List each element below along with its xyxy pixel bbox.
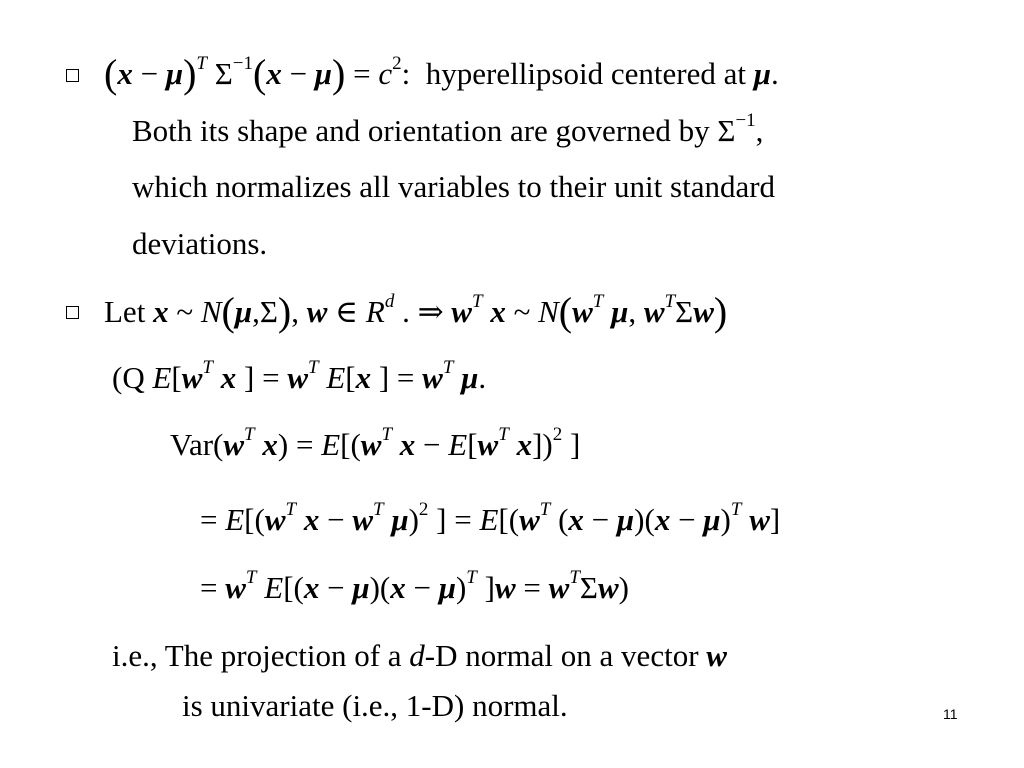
op: − <box>670 502 704 537</box>
proof-line-3 <box>200 500 780 540</box>
bullet-square-1 <box>66 69 79 82</box>
op: − <box>319 502 353 537</box>
sigma: Σ <box>206 56 233 91</box>
sup-T: T <box>308 356 319 378</box>
var-w: w <box>693 294 714 329</box>
var-x: x <box>117 56 133 91</box>
sup-T: T <box>244 423 255 445</box>
var-E: E <box>448 427 468 462</box>
var-x: x <box>213 360 237 395</box>
sup-2: 2 <box>392 52 402 74</box>
var-x: x <box>392 427 416 462</box>
var-w: w <box>477 427 499 462</box>
op: = <box>446 502 480 537</box>
proof-line-4 <box>200 568 629 608</box>
conclusion-line-2: is univariate (i.e., 1-D) normal. <box>182 688 568 723</box>
var-x: x <box>153 294 169 329</box>
bullet1-line2 <box>132 111 763 151</box>
sup-T: T <box>592 290 604 312</box>
op: − <box>132 56 166 91</box>
bracket: ] <box>769 502 781 537</box>
op: = <box>254 360 288 395</box>
bracket: ] <box>562 427 581 462</box>
sigma: ,Σ <box>252 294 278 329</box>
bullet1-line3: which normalizes all variables to their unit standard <box>132 169 776 204</box>
var-R: R <box>365 294 385 329</box>
var-x: x <box>296 502 320 537</box>
var-N: N <box>200 294 222 329</box>
dot: . <box>394 294 418 329</box>
var-w: w <box>287 360 308 395</box>
var-E: E <box>321 427 341 462</box>
bracket: [( <box>244 502 265 537</box>
op: − <box>583 502 617 537</box>
var-N: N <box>538 294 559 329</box>
bullet2-line <box>104 289 728 334</box>
var-E: E <box>256 570 284 605</box>
var-E: E <box>479 502 499 537</box>
var-w: w <box>741 502 770 537</box>
var-mu: μ <box>703 502 721 537</box>
paren: ) <box>277 427 289 462</box>
var-w: w <box>352 502 374 537</box>
op: = <box>389 360 423 395</box>
bullet1-line4: deviations. <box>132 226 268 261</box>
op: = <box>288 427 322 462</box>
open-paren-q: (Q <box>112 360 153 395</box>
var-E: E <box>318 360 346 395</box>
paren: )( <box>369 570 391 605</box>
sup-T: T <box>466 566 477 588</box>
var-x: x <box>654 502 671 537</box>
sup-T: T <box>498 423 509 445</box>
sup-2: 2 <box>552 423 563 445</box>
op: = <box>345 56 379 91</box>
paren: ) <box>332 51 346 96</box>
let-text: Let <box>104 294 154 329</box>
mahalanobis-formula <box>104 51 411 96</box>
conclusion-line-1 <box>112 636 727 676</box>
sup-inv: −1 <box>735 109 756 131</box>
var-x: x <box>303 570 320 605</box>
paren: ) <box>277 289 292 334</box>
bracket: [ <box>467 427 478 462</box>
bullet1-line2-text: Both its shape and orientation are governed by <box>132 113 718 148</box>
comma: , <box>291 294 307 329</box>
conclusion-text: i.e., The projection of a <box>112 638 410 673</box>
colon: : <box>401 56 411 91</box>
var-x: x <box>254 427 278 462</box>
var-w: w <box>597 570 619 605</box>
var-mu: μ <box>453 360 479 395</box>
op: ∈ <box>327 294 366 329</box>
paren: ) <box>183 51 197 96</box>
paren: ) <box>618 570 629 605</box>
bracket: [( <box>498 502 520 537</box>
paren: ) <box>455 570 467 605</box>
sup-T: T <box>381 423 393 445</box>
var-d: d <box>409 638 425 673</box>
var-mu: μ <box>234 294 253 329</box>
sup-T: T <box>664 290 676 312</box>
bullet1-text: hyperellipsoid centered at <box>425 56 754 91</box>
var-mu: μ <box>603 294 629 329</box>
sup-T: T <box>471 290 483 312</box>
bullet-square-2 <box>66 306 79 319</box>
bracket: [ <box>171 360 182 395</box>
op: ~ <box>168 294 201 329</box>
var-w: w <box>572 294 593 329</box>
bracket: ] <box>428 502 447 537</box>
var-w: w <box>181 360 203 395</box>
sup-T: T <box>442 356 454 378</box>
period: . <box>770 56 779 91</box>
sup-T: T <box>202 356 213 378</box>
var-w: w <box>643 294 665 329</box>
var-label: Var( <box>170 427 224 462</box>
op: ~ <box>505 294 539 329</box>
op: = <box>515 570 549 605</box>
sup-T: T <box>245 566 257 588</box>
sigma: Σ <box>579 570 598 605</box>
var-x: x <box>266 56 282 91</box>
bracket: ] <box>236 360 255 395</box>
bracket: ] <box>371 360 390 395</box>
var-w: w <box>706 638 727 673</box>
op: = <box>200 570 226 605</box>
sup-d: d <box>384 290 395 312</box>
var-x: x <box>482 294 506 329</box>
page-number: 11 <box>943 706 958 722</box>
var-E: E <box>225 502 245 537</box>
var-mu: μ <box>165 56 184 91</box>
var-x: x <box>390 570 406 605</box>
var-w: w <box>225 570 246 605</box>
sup-T: T <box>569 566 580 588</box>
op: − <box>405 570 439 605</box>
comma: , <box>755 113 764 148</box>
var-w: w <box>451 294 472 329</box>
var-w: w <box>422 360 443 395</box>
sup-T: T <box>373 498 384 520</box>
paren: ) <box>720 502 731 537</box>
sup-T: T <box>196 52 207 74</box>
var-mu: μ <box>753 56 771 91</box>
proof-line-1 <box>112 358 486 398</box>
sup-T: T <box>285 498 297 520</box>
sigma: Σ <box>717 113 736 148</box>
op: − <box>415 427 449 462</box>
bracket: [( <box>340 427 361 462</box>
sup-inv: −1 <box>232 52 253 74</box>
paren: ( <box>550 502 569 537</box>
implies: ⇒ <box>417 294 452 329</box>
op: − <box>319 570 353 605</box>
period: . <box>478 360 487 395</box>
paren: )( <box>634 502 655 537</box>
var-w: w <box>494 570 516 605</box>
sigma: Σ <box>675 294 694 329</box>
paren: ) <box>713 289 728 334</box>
var-w: w <box>223 427 245 462</box>
var-x: x <box>355 360 372 395</box>
paren: ( <box>104 51 118 96</box>
var-x: x <box>568 502 584 537</box>
var-w: w <box>360 427 382 462</box>
bracket: ]) <box>532 427 553 462</box>
var-c: c <box>378 56 393 91</box>
paren: ( <box>221 289 235 334</box>
sup-2: 2 <box>418 498 429 520</box>
bracket: ] <box>476 570 495 605</box>
sup-T: T <box>730 498 742 520</box>
comma: , <box>628 294 644 329</box>
proof-line-2 <box>170 425 580 465</box>
var-mu: μ <box>383 502 409 537</box>
var-mu: μ <box>438 570 456 605</box>
paren: ( <box>252 51 267 96</box>
var-mu: μ <box>314 56 333 91</box>
var-mu: μ <box>352 570 370 605</box>
var-w: w <box>264 502 286 537</box>
op: − <box>281 56 315 91</box>
bracket: [ <box>345 360 356 395</box>
sup-T: T <box>539 498 551 520</box>
var-w: w <box>519 502 540 537</box>
var-x: x <box>508 427 533 462</box>
paren: ( <box>558 289 573 334</box>
var-mu: μ <box>616 502 635 537</box>
paren: ) <box>408 502 419 537</box>
op: = <box>200 502 226 537</box>
var-E: E <box>152 360 172 395</box>
bracket: [( <box>283 570 304 605</box>
bullet1-line1 <box>104 51 779 96</box>
var-w: w <box>548 570 570 605</box>
var-w: w <box>306 294 328 329</box>
conclusion-text: -D normal on a vector <box>424 638 707 673</box>
